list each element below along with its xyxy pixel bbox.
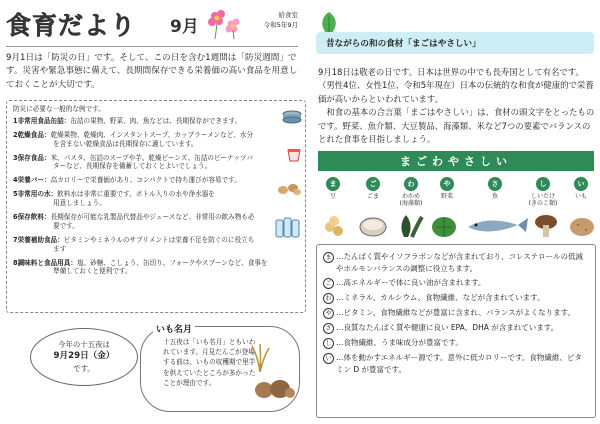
list-heading: 防災に必要な一般的な例です。 <box>13 105 105 113</box>
desc-item: し …食物繊維、うま味成分が豊富です。 <box>323 337 589 349</box>
issue-date: 令和5年9月 <box>263 21 298 30</box>
mago-circle: し <box>536 177 550 191</box>
list-item: 2乾燥食品：乾燥果物、乾燥肉、インスタントスープ、カップラーメンなど、水分 を含まない乾燥食品は長期保存に適しています。 <box>13 130 254 148</box>
desc-marker: し <box>323 338 334 349</box>
list-item: 5非常用の水：飲料水は非常に重要です。ボトル入りの水や浄水器を 用意しましょう。 <box>13 190 215 208</box>
mago-circle: ご <box>366 177 380 191</box>
imo-meigetsu-text: 十五夜は「いも名月」ともいわれています。月見だんごが登場する前は、いもの収穫期で里芋を供えていたところが多かったことが理由です。 <box>163 338 256 387</box>
mago-food-illustrations <box>318 205 598 241</box>
instant-cup-icon <box>286 148 302 162</box>
jugoya-date: 9月29日（金） <box>53 351 115 362</box>
desc-item: さ …良質なたんぱく質や健康に良い EPA、DHA が含まれています。 <box>323 322 589 334</box>
desc-item: ま …たんぱく質やイソフラボンなどが含まれており、コレステロールの低減やホルモンバランスの調整に役立ちます。 <box>323 251 589 274</box>
desc-item: い …体を動かすエネルギー源です。意外に低カロリーです。食物繊維、ビタミン D が豊富です。 <box>323 352 589 375</box>
publisher-info <box>263 10 298 31</box>
desc-marker: い <box>323 353 334 364</box>
desc-marker: ま <box>323 252 334 263</box>
mago-circle: わ <box>404 177 418 191</box>
shiitake-icon <box>535 215 557 237</box>
mago-label: 野菜 <box>440 193 453 200</box>
list-item: 7栄養補助食品：ビタミンやミネラルのサプリメントは栄養不足を防ぐのに役立ち ます <box>13 235 255 253</box>
magowayasashii-paragraph: 和食の基本の合言葉「まごはやさしい」は、食材の頭文字をとったものです。野菜、魚介類、大豆製品、海藻類、米など7つの要素でバランスのとれた食事を目指しましょう。 <box>318 107 595 145</box>
satoimo-icon <box>252 374 296 400</box>
mago-label: わかめ (海藻類) <box>399 193 423 208</box>
desc-marker: ご <box>323 278 334 289</box>
mago-descriptions <box>316 244 596 418</box>
page-title: 食育だより <box>6 11 137 40</box>
desc-item: わ …ミネラル、カルシウム、食物繊維、などが含まれています。 <box>323 292 589 304</box>
bubble-line: 今年の十五夜は <box>58 340 110 349</box>
potato-icon <box>570 218 594 236</box>
right-body <box>318 66 596 147</box>
list-item: 8調味料と食品用具：塩、砂糖、こしょう、缶切り、フォークやスプーンなど、食事を 準備しておくと便利です。 <box>13 258 268 276</box>
publisher: 給食室 <box>278 11 298 19</box>
desc-item: や …ビタミン、食物繊維などが豊富に含まれ、バランスがよくなります。 <box>323 307 589 319</box>
section-title: 昔ながらの和の食材「まごはやさしい」 <box>326 39 481 49</box>
mago-label: 魚 <box>491 193 498 200</box>
mago-label: 豆 <box>329 193 336 200</box>
mago-label: しいたけ (きのこ類) <box>528 193 558 208</box>
divider <box>6 46 298 47</box>
jugoya-bubble <box>30 328 138 386</box>
beans-icon <box>325 216 343 236</box>
mago-circle: い <box>574 177 588 191</box>
cosmos-flowers-icon <box>203 6 243 40</box>
susuki-grass-icon <box>248 342 272 372</box>
list-item: 4栄養バー：高カロリーで栄養価があり、コンパクトで持ち運びが容易です。 <box>13 176 241 185</box>
canned-food-icon <box>282 110 302 124</box>
keiro-paragraph: 9月18日は敬老の日です。日本は世界の中でも長寿国として有名です。（男性4位、女性1位、令和5年現在）日本の伝統的な和食が健康的で栄養価が高いからといわれています。 <box>318 67 594 104</box>
month-label: 9月 <box>170 17 199 37</box>
desc-marker: わ <box>323 293 334 304</box>
list-item: 1非常用食品缶詰：缶詰の果物、野菜、肉、魚などは、長期保存ができます。 <box>13 116 242 125</box>
water-bottles-icon <box>274 214 302 238</box>
seaweed-icon <box>401 215 422 237</box>
desc-item: ご …高エネルギーで体に良い油が含まれます。 <box>323 277 589 289</box>
desc-marker: や <box>323 308 334 319</box>
peanuts-icon <box>276 182 302 196</box>
mago-circle: や <box>440 177 454 191</box>
mago-label: いも <box>574 193 587 200</box>
emergency-food-list <box>6 100 306 313</box>
mago-circle: ま <box>326 177 340 191</box>
magowayasashii-band-text: まごわやさしい <box>400 155 512 168</box>
imo-meigetsu-title: いも名月 <box>153 322 195 335</box>
vegetables-icon <box>432 217 456 237</box>
list-item: 3保存食品：米、パスタ、缶詰のスープや芋、乾燥ビーンズ、缶詰のピーナッツバ ターなど、長期保存を備蓄しておくとよいでしょう。 <box>13 153 253 171</box>
list-item: 6保存飲料：長期保存が可能な乳製品代替品やジュースなど、非常用の飲み物も必 要です。 <box>13 213 255 230</box>
mago-circle: さ <box>488 177 502 191</box>
sesame-icon <box>360 218 386 236</box>
intro-text: 9月1日は「防災の日」です。そして、この日を含む1週間は「防災週間」です。災害や緊急事態に備えて、長期間保存できる栄養価の高い食品を用意しておくことが大切です。 <box>6 53 298 90</box>
mago-label: ごま <box>366 193 379 200</box>
bubble-line: です。 <box>73 364 95 373</box>
desc-marker: さ <box>323 323 334 334</box>
fish-icon <box>468 218 528 232</box>
